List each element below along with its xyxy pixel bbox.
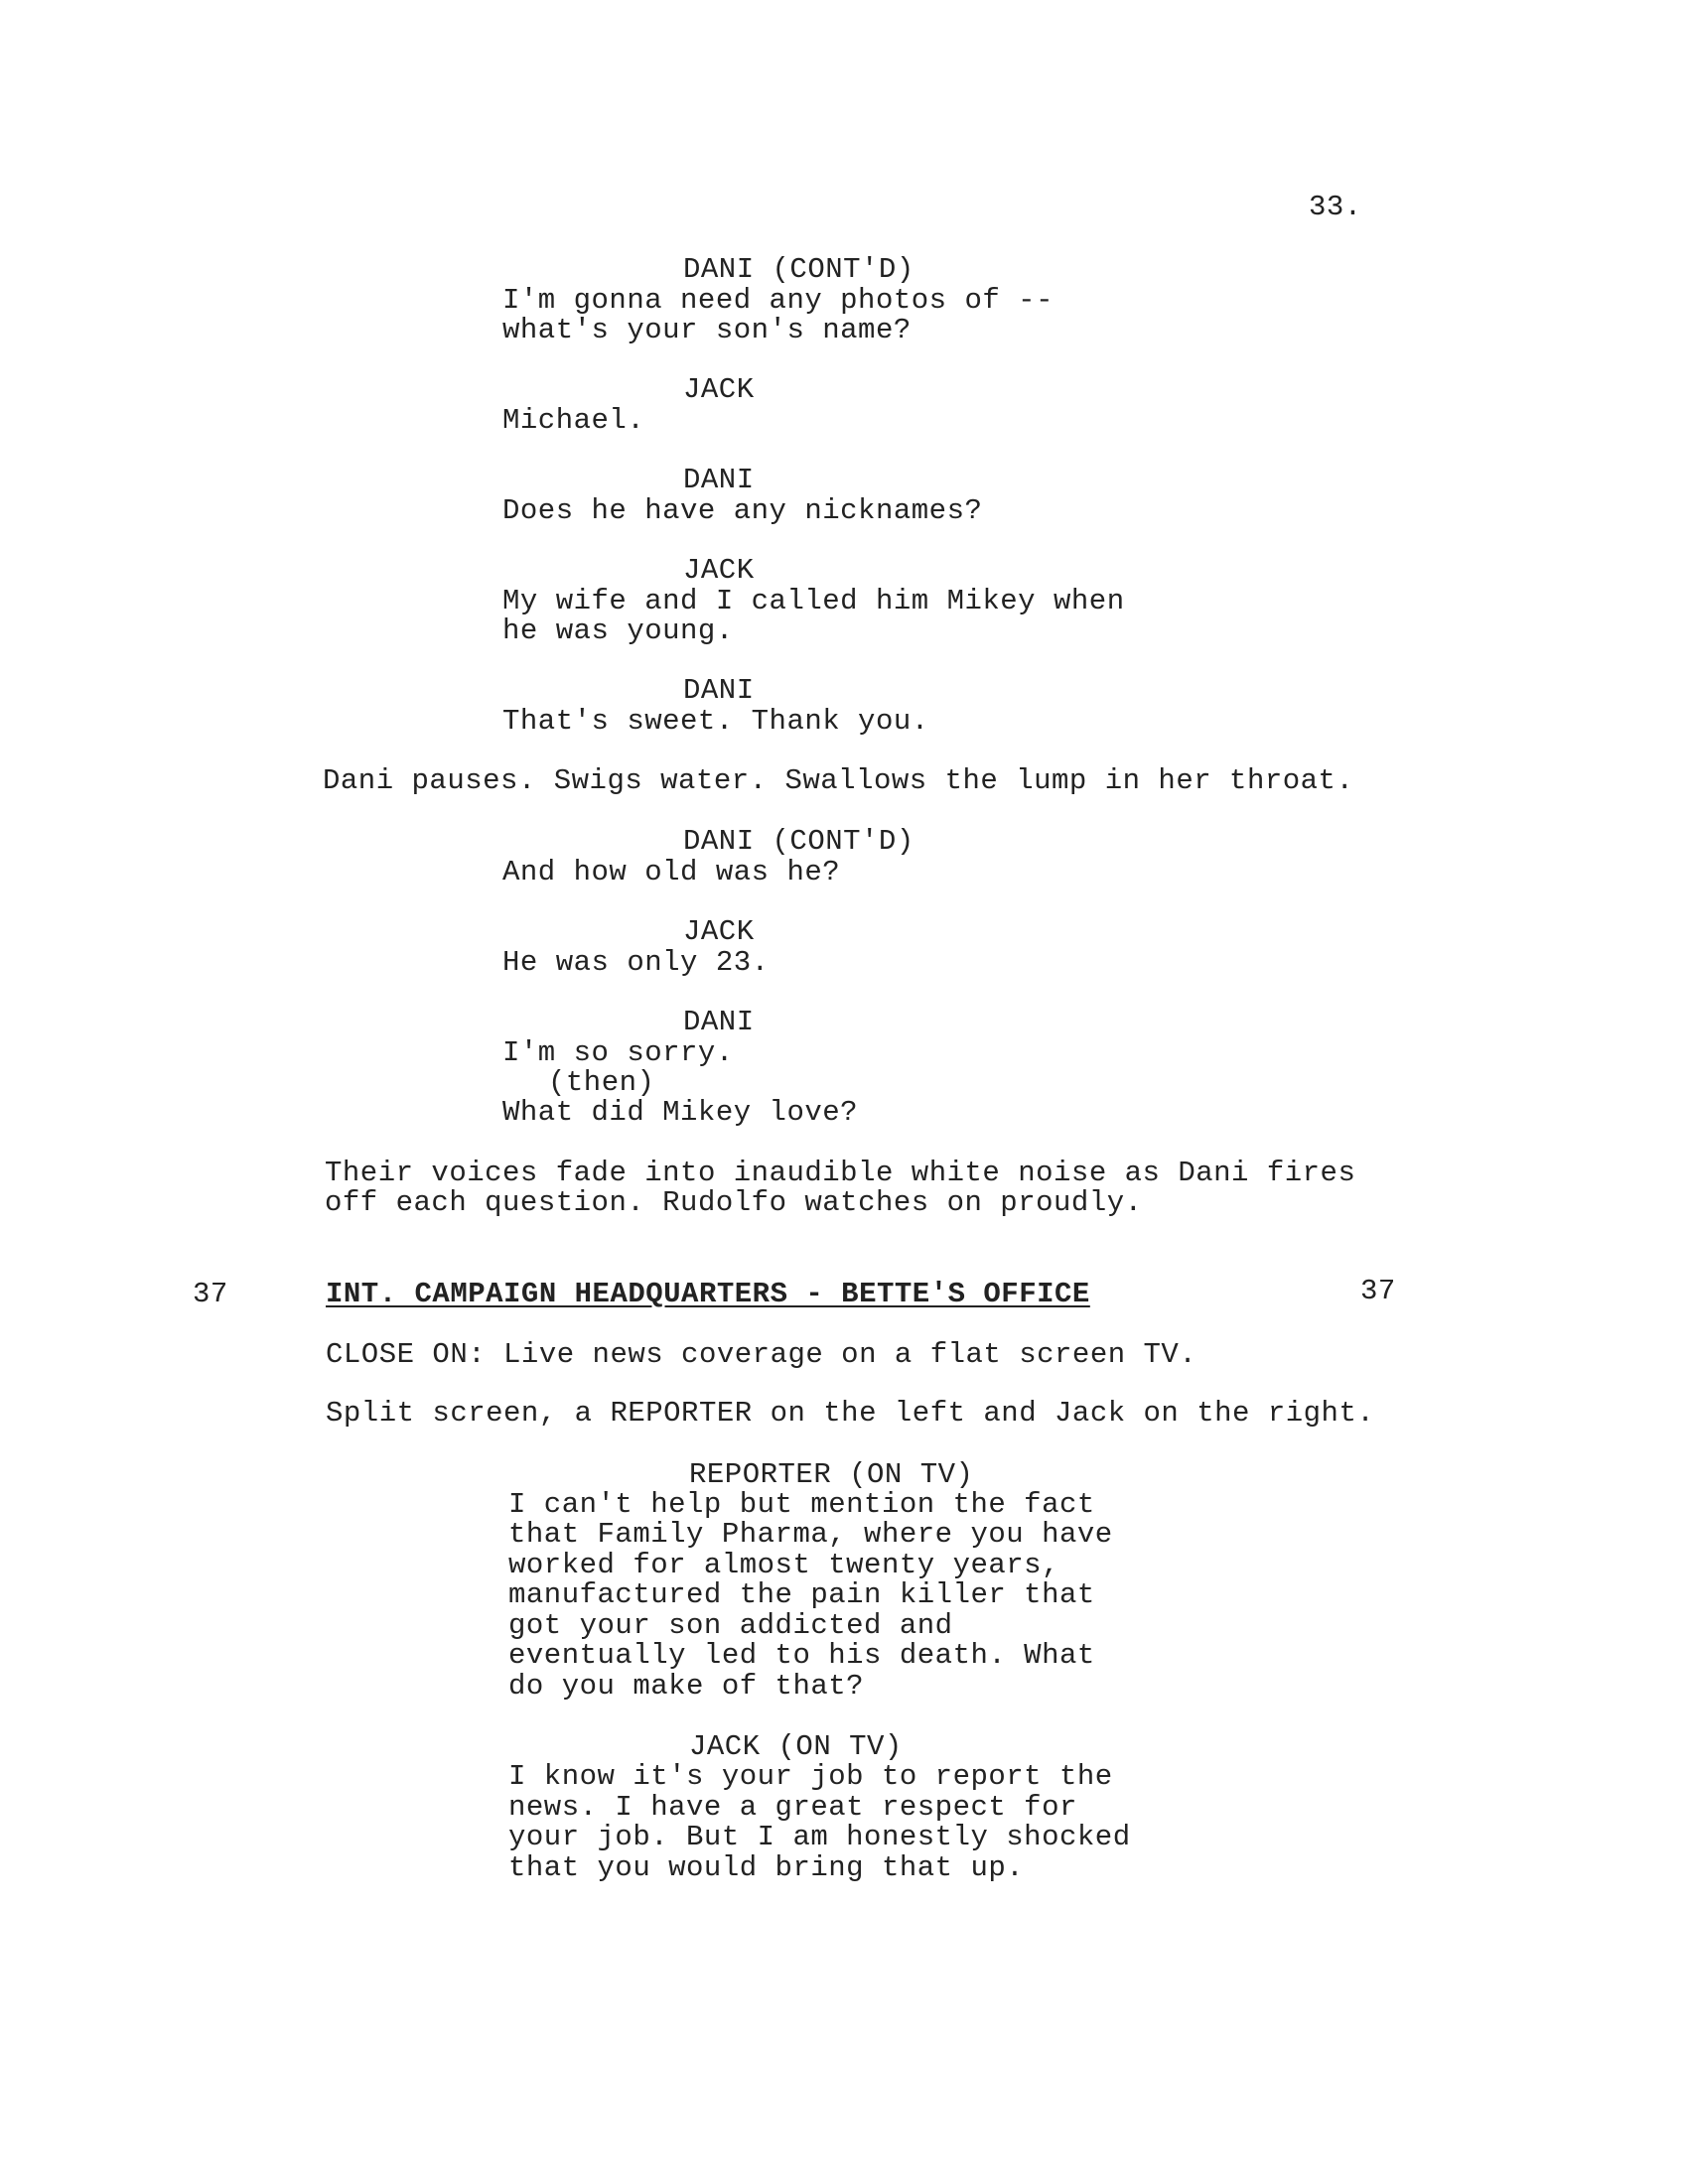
dialogue-line: Does he have any nicknames? [502, 494, 983, 527]
character-cue: DANI [683, 674, 755, 707]
dialogue-line: that you would bring that up. [508, 1851, 1025, 1884]
scene-number-right: 37 [1360, 1275, 1396, 1307]
dialogue-line: that Family Pharma, where you have [508, 1518, 1113, 1551]
dialogue-line: My wife and I called him Mikey when [502, 585, 1125, 617]
dialogue-line: What did Mikey love? [502, 1096, 859, 1129]
dialogue-line: And how old was he? [502, 856, 841, 888]
character-cue: JACK [683, 915, 755, 948]
character-cue: JACK (ON TV) [689, 1730, 903, 1763]
dialogue-line: what's your son's name? [502, 314, 912, 346]
character-cue: DANI [683, 464, 755, 496]
dialogue-line: got your son addicted and [508, 1609, 953, 1642]
dialogue-line: eventually led to his death. What [508, 1639, 1095, 1672]
scene-heading: INT. CAMPAIGN HEADQUARTERS - BETTE'S OFFICE [326, 1278, 1090, 1310]
dialogue-line: I'm gonna need any photos of -- [502, 284, 1054, 317]
character-cue: JACK [683, 373, 755, 406]
dialogue-line: he was young. [502, 614, 734, 647]
character-cue: JACK [683, 554, 755, 587]
action-line: CLOSE ON: Live news coverage on a flat screen TV. [326, 1338, 1197, 1371]
page-number: 33. [1309, 191, 1362, 223]
dialogue-line: He was only 23. [502, 946, 770, 979]
dialogue-line: your job. But I am honestly shocked [508, 1821, 1131, 1853]
dialogue-line: news. I have a great respect for [508, 1791, 1077, 1824]
character-cue: DANI (CONT'D) [683, 825, 914, 858]
dialogue-line: I can't help but mention the fact [508, 1488, 1095, 1521]
character-cue: DANI [683, 1006, 755, 1038]
character-cue: REPORTER (ON TV) [689, 1458, 974, 1491]
dialogue-line: That's sweet. Thank you. [502, 705, 929, 738]
dialogue-line: manufactured the pain killer that [508, 1578, 1095, 1611]
action-line: Their voices fade into inaudible white noise as Dani fires [325, 1157, 1356, 1189]
dialogue-line: worked for almost twenty years, [508, 1549, 1059, 1581]
action-line: Split screen, a REPORTER on the left and Jack on the right. [326, 1397, 1375, 1430]
character-cue: DANI (CONT'D) [683, 253, 914, 286]
dialogue-line: Michael. [502, 404, 645, 437]
dialogue-line: I know it's your job to report the [508, 1760, 1113, 1793]
scene-number-left: 37 [193, 1278, 228, 1310]
action-line: Dani pauses. Swigs water. Swallows the lump in her throat. [323, 764, 1354, 797]
dialogue-line: I'm so sorry. [502, 1036, 734, 1069]
dialogue-line: do you make of that? [508, 1670, 865, 1703]
parenthetical: (then) [548, 1066, 655, 1099]
action-line: off each question. Rudolfo watches on proudly. [325, 1186, 1143, 1219]
